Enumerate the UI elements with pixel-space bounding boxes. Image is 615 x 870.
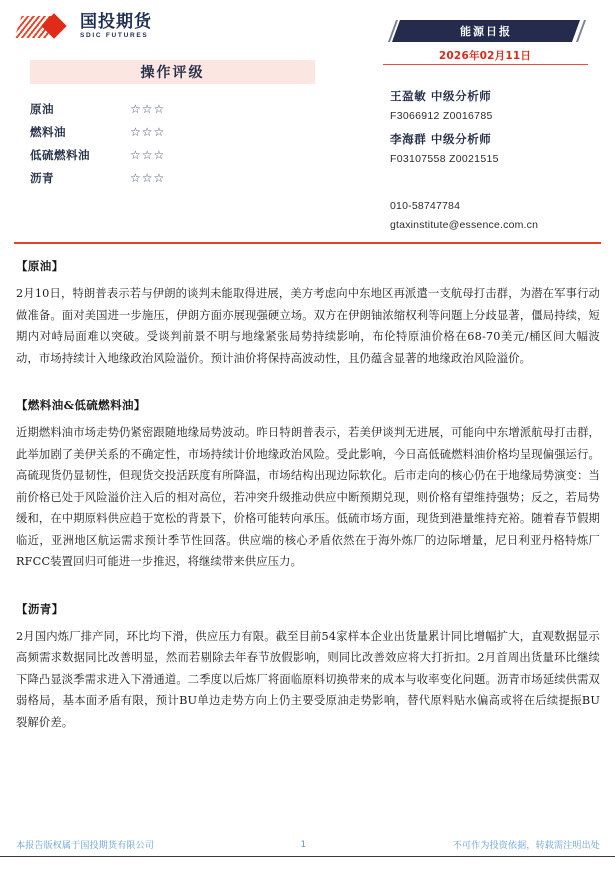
report-type-label: 能源日报 (460, 25, 512, 38)
rating-stars: ☆☆☆ (130, 170, 166, 185)
rating-name: 燃料油 (30, 124, 66, 139)
rating-stars: ☆☆☆ (130, 147, 166, 162)
rating-title: 操作评级 (140, 65, 205, 81)
report-type-banner (392, 20, 580, 42)
report-header (0, 0, 615, 232)
page-number: 1 (300, 839, 307, 850)
footer-disclaimer: 不可作为投资依据，转载需注明出处 (452, 841, 600, 851)
section-heading: 【燃料油&低硫燃料油】 (16, 398, 146, 412)
section-spacer (16, 588, 600, 601)
section-heading: 【原油】 (16, 259, 64, 273)
section-fuel-oil (16, 397, 600, 573)
logo-company-name-en: SDIC FUTURES (80, 32, 149, 40)
rating-row-asphalt (30, 166, 330, 189)
section-crude-oil (16, 258, 600, 369)
analyst-name: 李海群 中级分析师 (390, 132, 492, 146)
logo-text (80, 14, 152, 40)
logo-company-name-cn: 国投期货 (80, 12, 152, 33)
rating-name: 低硫燃料油 (30, 147, 90, 162)
rating-stars: ☆☆☆ (130, 101, 166, 116)
date-underline (383, 64, 588, 65)
rating-name: 沥青 (30, 170, 54, 185)
section-paragraph: 2月国内炼厂排产同，环比均下滑，供应压力有限。截至目前54家样本企业出货量累计同比增幅扩大，直观数据显示高频需求数据同比改善明显，然而若剔除去年春节放假影响，则同比改善效应将大打折扣。2月首周出货量环比继续下降凸显淡季需求进入下滑通道。二季度以后炼厂将面临原料切换带来的成本与收率变化问题。沥青市场延续供需双弱格局，基本面矛盾有限，预计BU单边走势方向上仍主要受原油走势影响，替代原料贴水偏高或将在后续提振BU裂解价差。 (16, 629, 600, 729)
contact-phone: 010-58747784 (390, 200, 461, 212)
header-divider (14, 242, 601, 244)
section-heading: 【沥青】 (16, 601, 64, 616)
analyst-license-code: F3066912 Z0016785 (390, 110, 493, 122)
section-spacer (16, 384, 600, 397)
report-body (16, 258, 600, 748)
rating-name: 原油 (30, 101, 54, 116)
footer-divider (0, 856, 615, 857)
analyst-list (390, 88, 605, 174)
section-paragraph: 近期燃料油市场走势仍紧密跟随地缘局势波动。昨日特朗普表示，若美伊谈判无进展，可能向中东增派航母打击群，此举加剧了美伊关系的不确定性，市场持续计价地缘政治风险。受此影响，今日高低硫燃料油价格均呈现偏强运行。高硫现货仍显韧性，但现货交投活跃度有所降温，市场结构出现边际软化。后市走向的核心仍在于地缘局势演变：当前价格已处于风险溢价注入后的相对高位，若冲突升级推动供应中断预期兑现，则价格有望维持强势；反之，若局势缓和，在中期原料供应趋于宽松的背景下，价格可能转向承压。低硫市场方面，现货到港量维持充裕。随着春节假期临近，亚洲地区航运需求预计季节性回落。供应端的核心矛盾依然在于海外炼厂的边际增量，尼日利亚丹格特炼厂RFCC装置回归可能进一步推迟，将继续带来供应压力。 (16, 426, 600, 568)
logo-mark-icon (18, 14, 74, 40)
rating-row-fuel-oil (30, 120, 330, 143)
footer-copyright: 本报告版权属于国投期货有限公司 (16, 841, 155, 851)
report-date: 2026年02月11日 (438, 50, 532, 62)
analyst-license-code: F03107558 Z0021515 (390, 153, 499, 165)
company-logo (18, 14, 152, 40)
rating-stars: ☆☆☆ (130, 124, 166, 139)
section-paragraph: 2月10日，特朗普表示若与伊朗的谈判未能取得进展，美方考虑向中东地区再派遣一支航母打击群，为潜在军事行动做准备。面对美国进一步施压，伊朗方面亦展现强硬立场。双方在伊朗铀浓缩权利等问题上分歧显著，僵局持续，短期内对峙局面难以突破。受谈判前景不明与地缘紧张局势持续影响，布伦特原油价格在68-70美元/桶区间大幅波动，市场持续计入地缘政治风险溢价。预计油价将保持高波动性，且仍蕴含显著的地缘政治风险溢价。 (16, 287, 600, 365)
analyst-name: 王盈敏 中级分析师 (390, 89, 492, 103)
page-footer (16, 838, 600, 851)
rating-list (30, 97, 330, 189)
rating-row-crude-oil (30, 97, 330, 120)
contact-block (390, 200, 610, 238)
contact-email[interactable]: gtaxinstitute@essence.com.cn (390, 219, 539, 231)
rating-row-low-sulfur-fuel-oil (30, 143, 330, 166)
section-asphalt (16, 601, 600, 734)
rating-title-bar (30, 60, 315, 84)
